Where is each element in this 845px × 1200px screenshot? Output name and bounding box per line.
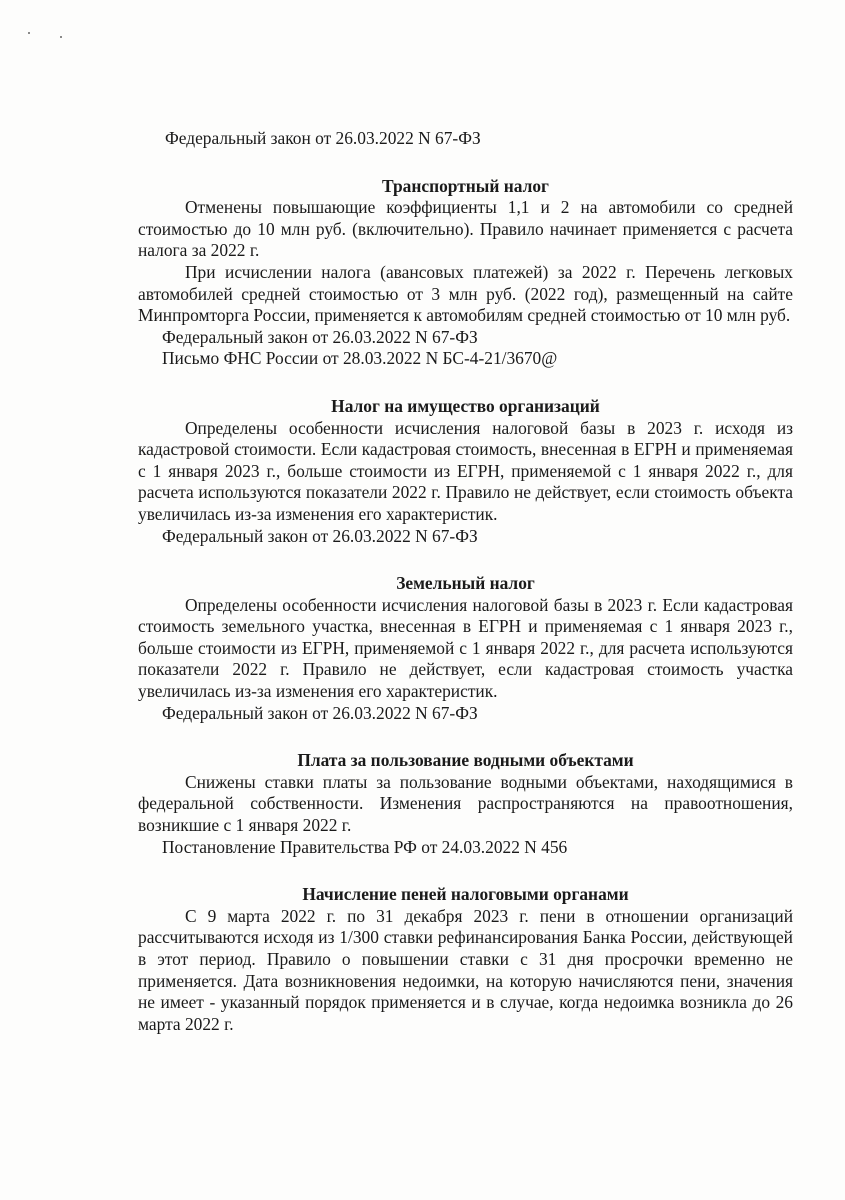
section-paragraph: Определены особенности исчисления налоговой базы в 2023 г. исходя из кадастровой стоимости. Если кадастровая стоимость, внесенная в ЕГРН и применяемая с 1 января 2023 г., больше стоимости из ЕГРН, применяемой с 1 января 2022 г., для расчета используются показатели 2022 г. Правило не действует, если стоимость объекта увеличилась из-за изменения его характеристик. [138,417,793,524]
section-paragraph: Отменены повышающие коэффициенты 1,1 и 2 на автомобили со средней стоимостью до 10 млн руб. (включительно). Правило начинает применяется с расчета налога за 2022 г. [138,197,793,261]
section-heading-property-tax: Налог на имущество организаций [331,395,600,416]
law-reference: Федеральный закон от 26.03.2022 N 67-ФЗ [162,326,478,347]
section-heading-land-tax: Земельный налог [396,573,535,594]
section-paragraph: Снижены ставки платы за пользование водными объектами, находящимися в федеральной собственности. Изменения распространяются на правоотношения, возникшие с 1 января 2022 г. [138,771,793,836]
government-decree-reference: Постановление Правительства РФ от 24.03.2022 N 456 [162,836,568,857]
scan-speck [60,36,62,38]
law-reference: Федеральный закон от 26.03.2022 N 67-ФЗ [165,128,481,148]
section-heading-water-fee: Плата за пользование водными объектами [297,750,634,771]
document-body [138,128,793,1035]
section-paragraph: При исчислении налога (авансовых платежей) за 2022 г. Перечень легковых автомобилей средней стоимостью от 3 млн руб. (2022 год), размещенный на сайте Минпромторга России, применяется к автомобилям средней стоимостью от 10 млн руб. [138,261,793,326]
section-paragraph: С 9 марта 2022 г. по 31 декабря 2023 г. пени в отношении организаций рассчитываются исходя из 1/300 ставки рефинансирования Банка России, действующей в этот период. Правило о повышении ставки с 31 дня просрочки временно не применяется. Дата возникновения недоимки, на которую начисляются пени, значения не имеет - указанный порядок применяется и в случае, когда недоимка возникла до 26 марта 2022 г. [138,905,793,1034]
scan-speck [28,32,30,34]
law-reference: Федеральный закон от 26.03.2022 N 67-ФЗ [162,525,478,546]
law-reference: Федеральный закон от 26.03.2022 N 67-ФЗ [162,702,478,723]
section-heading-penalties: Начисление пеней налоговыми органами [302,884,629,905]
section-heading-transport-tax: Транспортный налог [382,175,549,196]
letter-reference: Письмо ФНС России от 28.03.2022 N БС-4-21/3670@ [162,348,558,369]
section-paragraph: Определены особенности исчисления налоговой базы в 2023 г. Если кадастровая стоимость земельного участка, внесенная в ЕГРН и применяемая с 1 января 2023 г., больше стоимости из ЕГРН, применяемой с 1 января 2022 г., для расчета используются показатели 2022 г. Правило не действует, если кадастровая стоимость участка увеличилась из-за изменения его характеристик. [138,594,793,702]
